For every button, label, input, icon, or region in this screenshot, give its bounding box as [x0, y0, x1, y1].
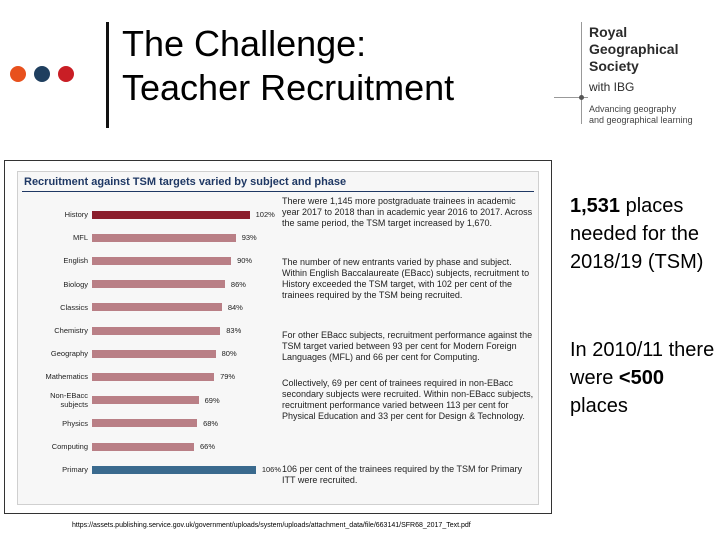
logo-line2: Geographical [589, 41, 679, 57]
chart-image-frame [4, 160, 552, 514]
chart-title: Recruitment against TSM targets varied by subject and phase [24, 176, 347, 188]
bar-geography [92, 350, 216, 358]
dot-red [58, 66, 74, 82]
bar-english [92, 257, 231, 265]
chart-paragraph: There were 1,145 more postgraduate trainees in academic year 2017 to 2018 than in academic year 2016 to 2017. Across the same period, the TSM target increased by 1,670. [282, 196, 533, 228]
chart-paragraph: Collectively, 69 per cent of trainees required in non-EBacc secondary subjects were recruited. Within non-EBacc subjects, recruitment performance varied between 113 per cent for Physical Education and 33 per cent for Design & Technology. [282, 378, 534, 421]
logo-with-ibg: with IBG [589, 80, 635, 94]
bar-computing [92, 443, 194, 451]
page-title-line1: The Challenge: [122, 23, 367, 64]
bar-label-line: History [64, 210, 88, 219]
bar-label-mfl [24, 233, 88, 242]
side-stat2-rest: places [570, 395, 628, 417]
bar-label-line: MFL [73, 233, 88, 243]
logo-dot [579, 95, 584, 100]
bar-label-classics [24, 303, 88, 312]
rgs-logo [552, 18, 702, 128]
side-stat-text: places needed for the 2018/19 (TSM) [570, 195, 704, 273]
bar-label-chemistry [24, 326, 88, 335]
bar-label-line: Computing [51, 442, 88, 451]
bar-value-label: 106% [261, 465, 281, 475]
bar-value-label: 79% [220, 372, 236, 382]
bar-label-line: Mathematics [45, 372, 88, 382]
bar-value-label: 83% [226, 326, 242, 335]
bar-chemistry [92, 327, 220, 335]
logo-tagline1: Advancing geography [589, 104, 677, 114]
bar-value-label: 69% [204, 395, 220, 405]
chart-panel [17, 171, 539, 505]
bar-label-geography [24, 349, 88, 358]
bar-label-primary [24, 465, 88, 474]
bar-label-physics [24, 419, 88, 428]
chart-paragraph: The number of new entrants varied by phase and subject. Within English Baccalaureate (EBacc) subjects, recruitment to History exceeded the TSM target, with 102 per cent of the trainees required by the TSM being recruited. [282, 257, 530, 300]
logo-line1: Royal [589, 24, 628, 40]
side-stat2-pre: In 2010/11 there were [570, 339, 715, 389]
bar-label-mathematics [24, 372, 88, 381]
source-url: https://assets.publishing.service.gov.uk/government/uploads/system/uploads/attachment_data/file/663141/SFR68_2017_Text.pdf [72, 522, 471, 529]
page-title-line2: Teacher Recruitment [122, 67, 455, 108]
bar-value-label: 80% [221, 349, 237, 359]
bar-history [92, 211, 250, 219]
bar-label-line: Physics [62, 418, 88, 428]
bar-label-line: English [63, 256, 88, 266]
bar-value-label: 93% [241, 233, 257, 243]
bar-label-line: Primary [62, 465, 88, 475]
bar-label-line: Biology [63, 279, 88, 289]
bar-value-label: 90% [237, 256, 253, 266]
bar-primary [92, 466, 256, 474]
side-stat2-number: <500 [618, 367, 664, 389]
bar-label-line: Classics [60, 302, 88, 312]
bar-label-line: subjects [60, 400, 88, 410]
bar-biology [92, 280, 225, 288]
bar-non-ebacc-subjects [92, 396, 199, 404]
bar-value-label: 68% [203, 418, 219, 428]
bar-classics [92, 303, 222, 311]
logo-vertical-line [581, 22, 582, 124]
dot-orange [10, 66, 26, 82]
bar-physics [92, 419, 197, 427]
bar-label-english [24, 256, 88, 265]
side-stat-2010 [570, 336, 715, 420]
chart-paragraph: 106 per cent of the trainees required by the TSM for Primary ITT were recruited. [282, 464, 522, 485]
logo-tagline2: and geographical learning [589, 115, 693, 125]
bar-label-line: Chemistry [54, 326, 88, 335]
bar-label-line: Geography [50, 349, 88, 359]
bar-value-label: 86% [230, 279, 246, 289]
bar-label-computing [24, 442, 88, 451]
chart-paragraph: For other EBacc subjects, recruitment performance against the TSM target varied between 93 per cent for Modern Foreign Languages (MFL) and 66 per cent for Computing. [282, 330, 533, 362]
bar-label-line: Non-EBacc [50, 391, 88, 401]
bar-label-biology [24, 280, 88, 289]
side-stat-places-needed [570, 192, 715, 276]
chart-title-rule [22, 191, 534, 192]
logo-line3: Society [589, 58, 639, 74]
side-stat-number: 1,531 [570, 195, 621, 217]
dot-navy [34, 66, 50, 82]
bar-label-history [24, 210, 88, 219]
bar-value-label: 66% [200, 442, 216, 451]
bar-mfl [92, 234, 236, 242]
title-divider [106, 22, 109, 128]
bar-label-non-ebacc-subjects [24, 391, 88, 409]
page-title [122, 22, 454, 110]
bar-value-label: 84% [227, 302, 243, 312]
bar-value-label: 102% [255, 210, 275, 219]
bar-mathematics [92, 373, 214, 381]
